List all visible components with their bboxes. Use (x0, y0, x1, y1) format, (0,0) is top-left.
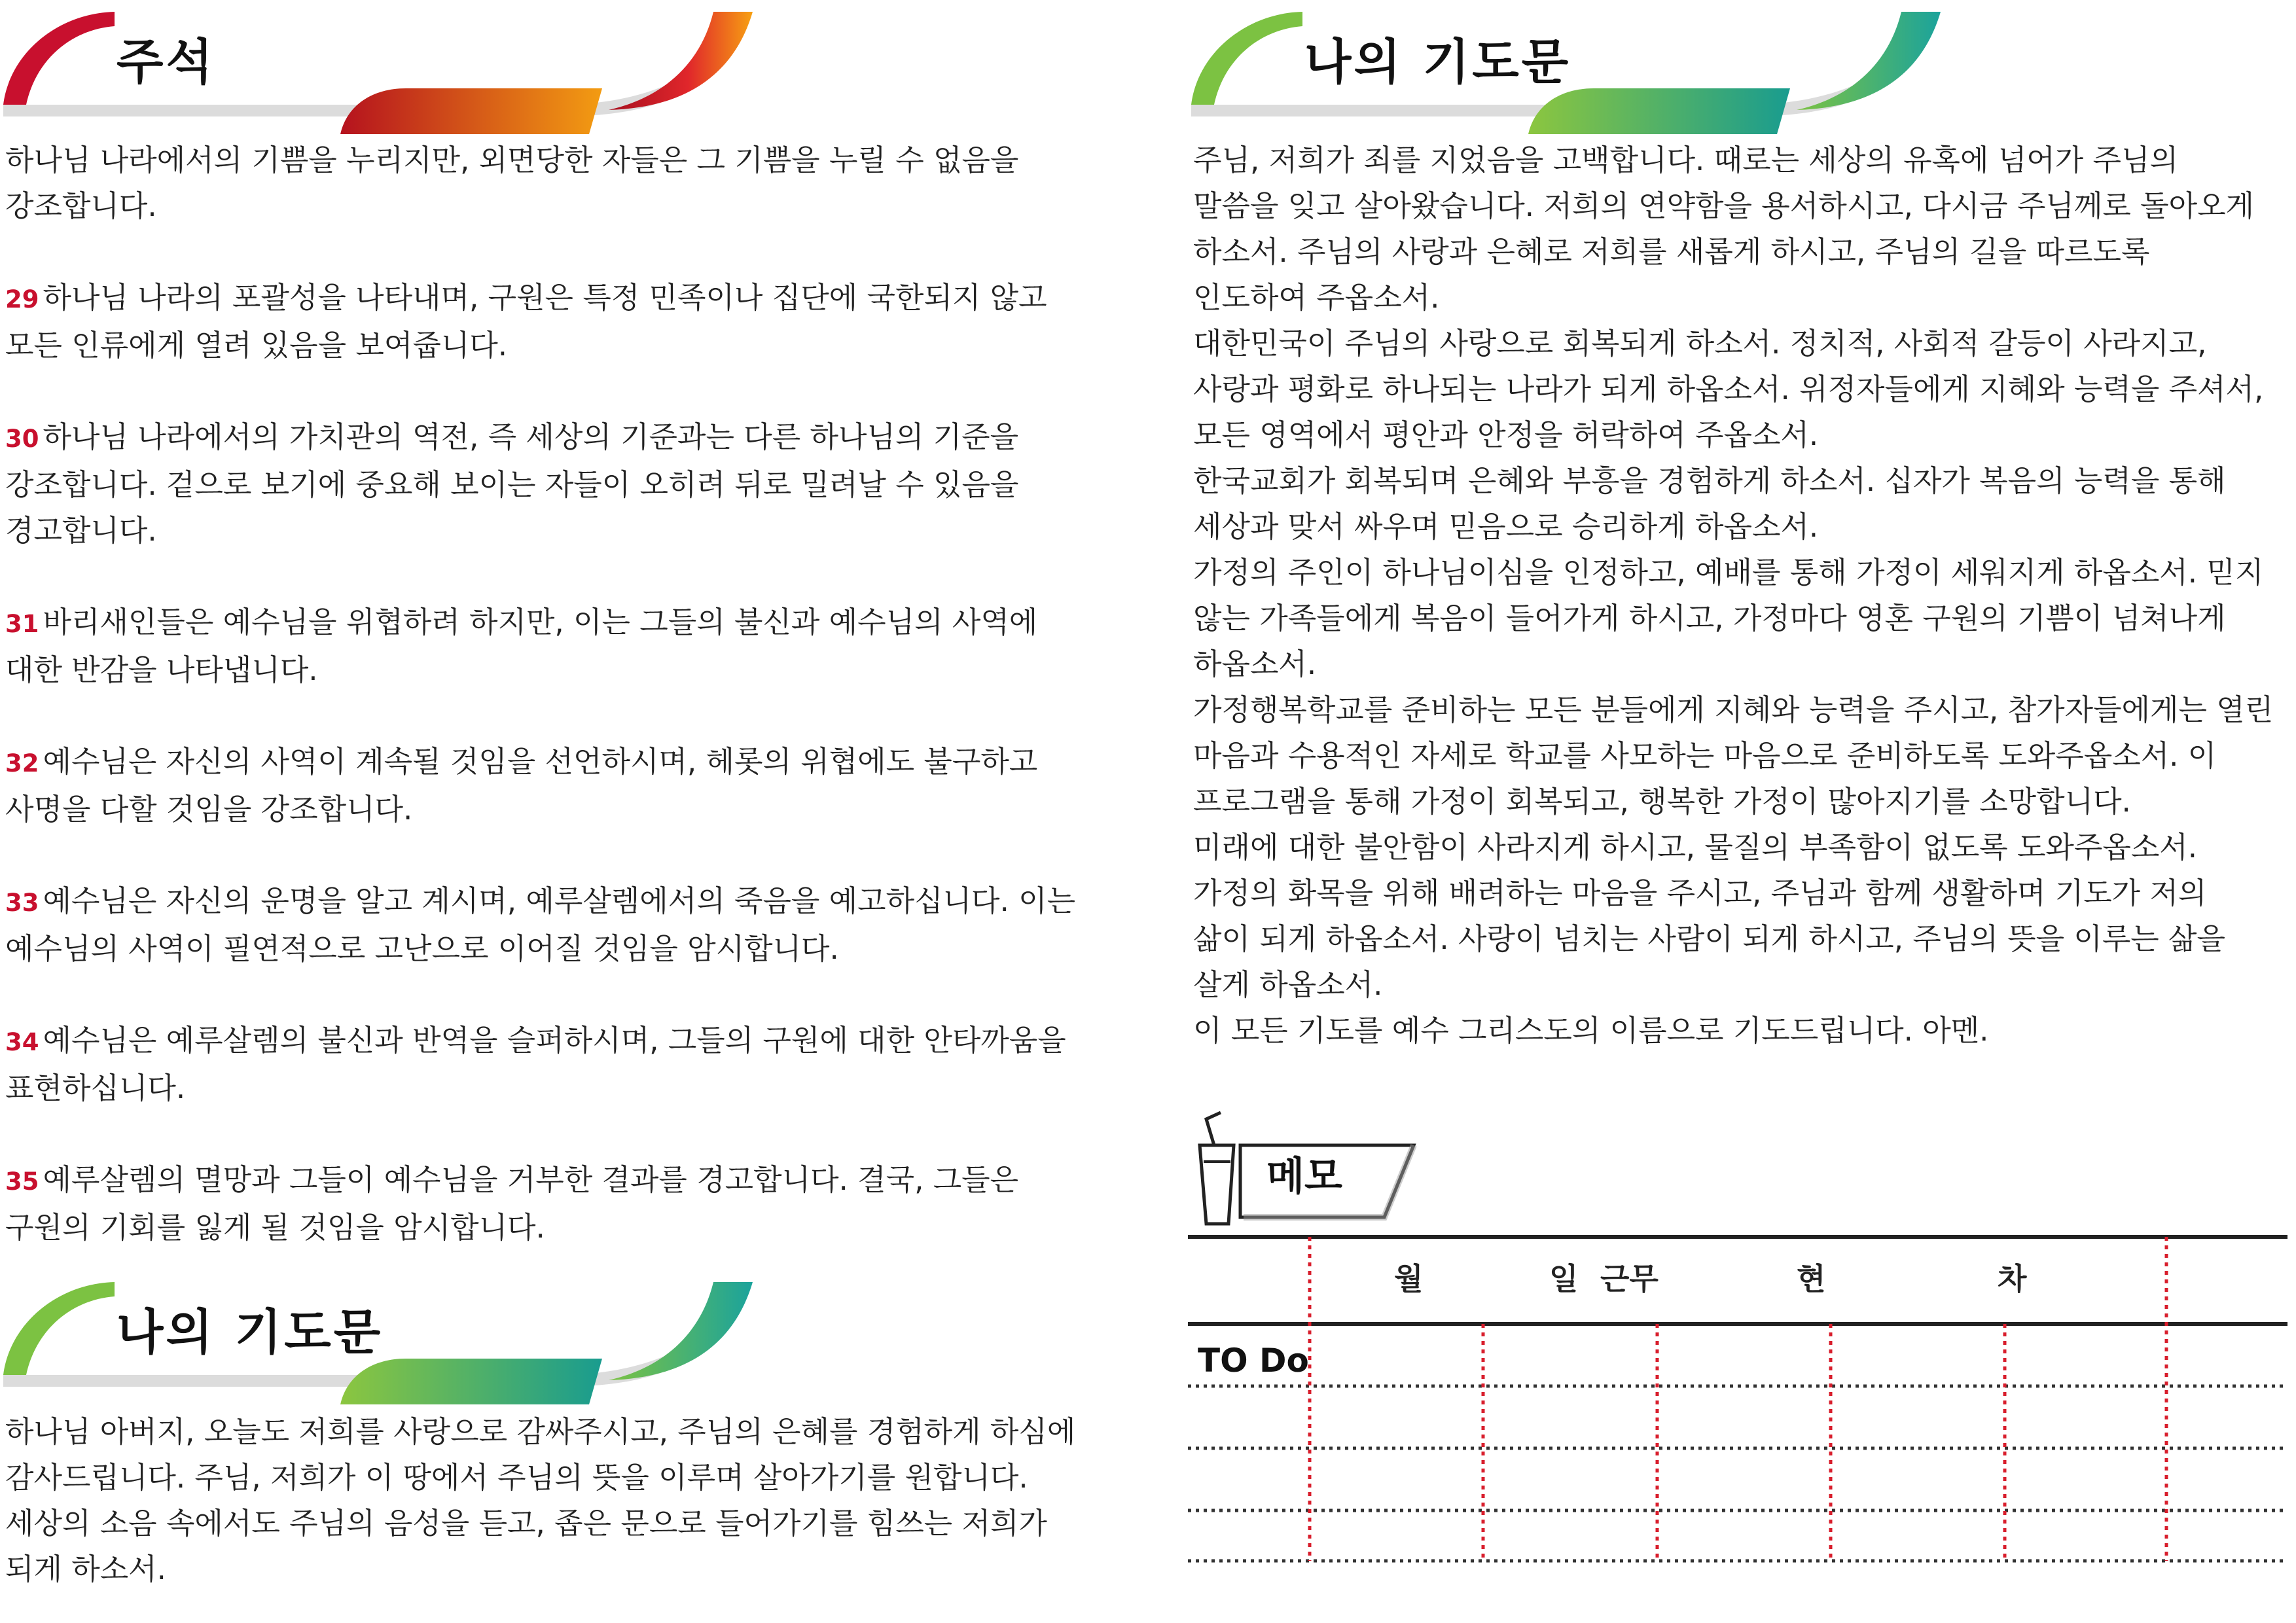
text-line: 대한민국이 주님의 사랑으로 회복되게 하소서. 정치적, 사회적 갈등이 사라지고, (1193, 326, 2207, 361)
text-line (5, 739, 1113, 787)
text-line: 세상의 소음 속에서도 주님의 음성을 듣고, 좁은 문으로 들어가기를 힘쓰는 저희가 (5, 1506, 1047, 1541)
left-prayer-banner (0, 1270, 759, 1408)
commentary-title: 주석 (117, 34, 215, 90)
verse-number: 31 (5, 610, 39, 638)
verse-31 (5, 599, 1113, 693)
verse-text: 하나님 나라에서의 가치관의 역전, 즉 세상의 기준과는 다른 하나님의 기준을 (43, 419, 1019, 454)
right-prayer-title: 나의 기도문 (1304, 34, 1571, 90)
text-line (5, 878, 1113, 926)
text-line: 강조합니다. (5, 188, 157, 223)
text-line: 강조합니다. 겉으로 보기에 중요해 보이는 자들이 오히려 뒤로 밀려날 수 있음을 (5, 467, 1019, 502)
text-line: 경고합니다. (5, 513, 157, 548)
verse-text: 예루살렘의 멸망과 그들이 예수님을 거부한 결과를 경고합니다. 결국, 그들은 (43, 1162, 1019, 1197)
text-line: 구원의 기회를 잃게 될 것임을 암시합니다. (5, 1210, 545, 1245)
text-line: 하옵소서. (1193, 647, 1317, 681)
text-line: 한국교회가 회복되며 은혜와 부흥을 경험하게 하소서. 십자가 복음의 능력을 통해 (1193, 463, 2226, 498)
right-column (1188, 0, 2287, 1571)
verse-number: 35 (5, 1168, 39, 1196)
text-line: 세상과 맞서 싸우며 믿음으로 승리하게 하옵소서. (1193, 509, 1819, 544)
text-line: 인도하여 주옵소서. (1193, 280, 1440, 315)
verse-text: 예수님은 자신의 운명을 알고 계시며, 예루살렘에서의 죽음을 예고하십니다. 이는 (43, 883, 1076, 918)
verse-number: 34 (5, 1028, 39, 1056)
text-line: 하나님 나라에서의 기쁨을 누리지만, 외면당한 자들은 그 기쁨을 누릴 수 없음을 (5, 143, 1019, 177)
text-line: 삶이 되게 하옵소서. 사랑이 넘치는 사람이 되게 하시고, 주님의 뜻을 이루는 삶을 (1193, 921, 2225, 956)
verse-number: 29 (5, 285, 39, 313)
text-line: 모든 영역에서 평안과 안정을 허락하여 주옵소서. (1193, 418, 1819, 452)
verse-32 (5, 739, 1113, 832)
banner-red-graphic (0, 0, 759, 137)
text-line: 않는 가족들에게 복음이 들어가게 하시고, 가정마다 영혼 구원의 기쁨이 넘쳐나게 (1193, 601, 2226, 635)
commentary-banner (0, 0, 759, 137)
memo-grid-lines (1188, 1230, 2287, 1571)
text-line (5, 275, 1113, 323)
verse-30 (5, 414, 1113, 554)
header-day: 일 (1549, 1261, 1579, 1296)
header-status: 현 (1797, 1261, 1826, 1296)
left-prayer-body (0, 1409, 1113, 1592)
text-line (5, 599, 1113, 647)
text-line: 예수님의 사역이 필연적으로 고난으로 이어질 것임을 암시합니다. (5, 931, 839, 966)
memo-header (1188, 1099, 1450, 1230)
right-prayer-body (1188, 137, 2287, 1054)
verse-text: 예수님은 자신의 사역이 계속될 것임을 선언하시며, 헤롯의 위협에도 불구하고 (43, 744, 1038, 779)
text-line: 하소서. 주님의 사랑과 은혜로 저희를 새롭게 하시고, 주님의 길을 따르도록 (1193, 234, 2150, 269)
text-line: 대한 반감을 나타냅니다. (5, 652, 318, 687)
memo-title: 메모 (1266, 1154, 1342, 1200)
left-prayer-title: 나의 기도문 (117, 1304, 384, 1361)
header-work: 근무 (1600, 1261, 1659, 1296)
verse-number: 33 (5, 889, 39, 917)
text-line: 사랑과 평화로 하나되는 나라가 되게 하옵소서. 위정자들에게 지혜와 능력을 주셔서, (1193, 372, 2264, 406)
text-line: 표현하십니다. (5, 1071, 186, 1105)
verse-text: 하나님 나라의 포괄성을 나타내며, 구원은 특정 민족이나 집단에 국한되지 않고 (43, 280, 1047, 315)
todo-label: TO Do (1198, 1342, 1309, 1380)
commentary-intro (5, 137, 1113, 229)
text-line: 가정의 화목을 위해 배려하는 마음을 주시고, 주님과 함께 생활하며 기도가 저의 (1193, 876, 2207, 910)
text-line: 가정의 주인이 하나님이심을 인정하고, 예배를 통해 가정이 세워지게 하옵소서. 믿지 (1193, 555, 2264, 590)
text-line: 가정행복학교를 준비하는 모든 분들에게 지혜와 능력을 주시고, 참가자들에게는 열린 (1193, 692, 2274, 727)
verse-34 (5, 1018, 1113, 1111)
verse-number: 32 (5, 749, 39, 777)
text-line: 마음과 수용적인 자세로 학교를 사모하는 마음으로 준비하도록 도와주옵소서. 이 (1193, 738, 2217, 773)
verse-text: 바리새인들은 예수님을 위협하려 하지만, 이는 그들의 불신과 예수님의 사역에 (43, 605, 1038, 639)
header-car: 차 (1998, 1261, 2027, 1296)
text-line: 모든 인류에게 열려 있음을 보여줍니다. (5, 328, 508, 363)
verse-35 (5, 1157, 1113, 1251)
text-line: 주님, 저희가 죄를 지었음을 고백합니다. 때로는 세상의 유혹에 넘어가 주님의 (1193, 143, 2178, 177)
right-prayer-banner (1188, 0, 1947, 137)
memo-table (1188, 1230, 2287, 1571)
text-line (5, 414, 1113, 462)
header-month: 월 (1394, 1261, 1424, 1296)
text-line: 사명을 다할 것임을 강조합니다. (5, 792, 413, 827)
verse-33 (5, 878, 1113, 972)
text-line: 감사드립니다. 주님, 저희가 이 땅에서 주님의 뜻을 이루며 살아가기를 원합니다. (5, 1460, 1028, 1495)
verse-text: 예수님은 예루살렘의 불신과 반역을 슬퍼하시며, 그들의 구원에 대한 안타까움을 (43, 1023, 1066, 1058)
text-line: 미래에 대한 불안함이 사라지게 하시고, 물질의 부족함이 없도록 도와주옵소서. (1193, 830, 2198, 865)
text-line: 프로그램을 통해 가정이 회복되고, 행복한 가정이 많아지기를 소망합니다. (1193, 784, 2131, 819)
verse-number: 30 (5, 425, 39, 453)
text-line (5, 1157, 1113, 1205)
left-column (0, 0, 1113, 1592)
text-line: 말씀을 잊고 살아왔습니다. 저희의 연약함을 용서하시고, 다시금 주님께로 돌아오게 (1193, 188, 2255, 223)
verse-29 (5, 275, 1113, 368)
text-line (5, 1018, 1113, 1065)
text-line: 이 모든 기도를 예수 그리스도의 이름으로 기도드립니다. 아멘. (1193, 1013, 1989, 1048)
text-line: 살게 하옵소서. (1193, 967, 1383, 1002)
text-line: 하나님 아버지, 오늘도 저희를 사랑으로 감싸주시고, 주님의 은혜를 경험하게 하심에 (5, 1414, 1076, 1449)
text-line: 되게 하소서. (5, 1552, 166, 1586)
